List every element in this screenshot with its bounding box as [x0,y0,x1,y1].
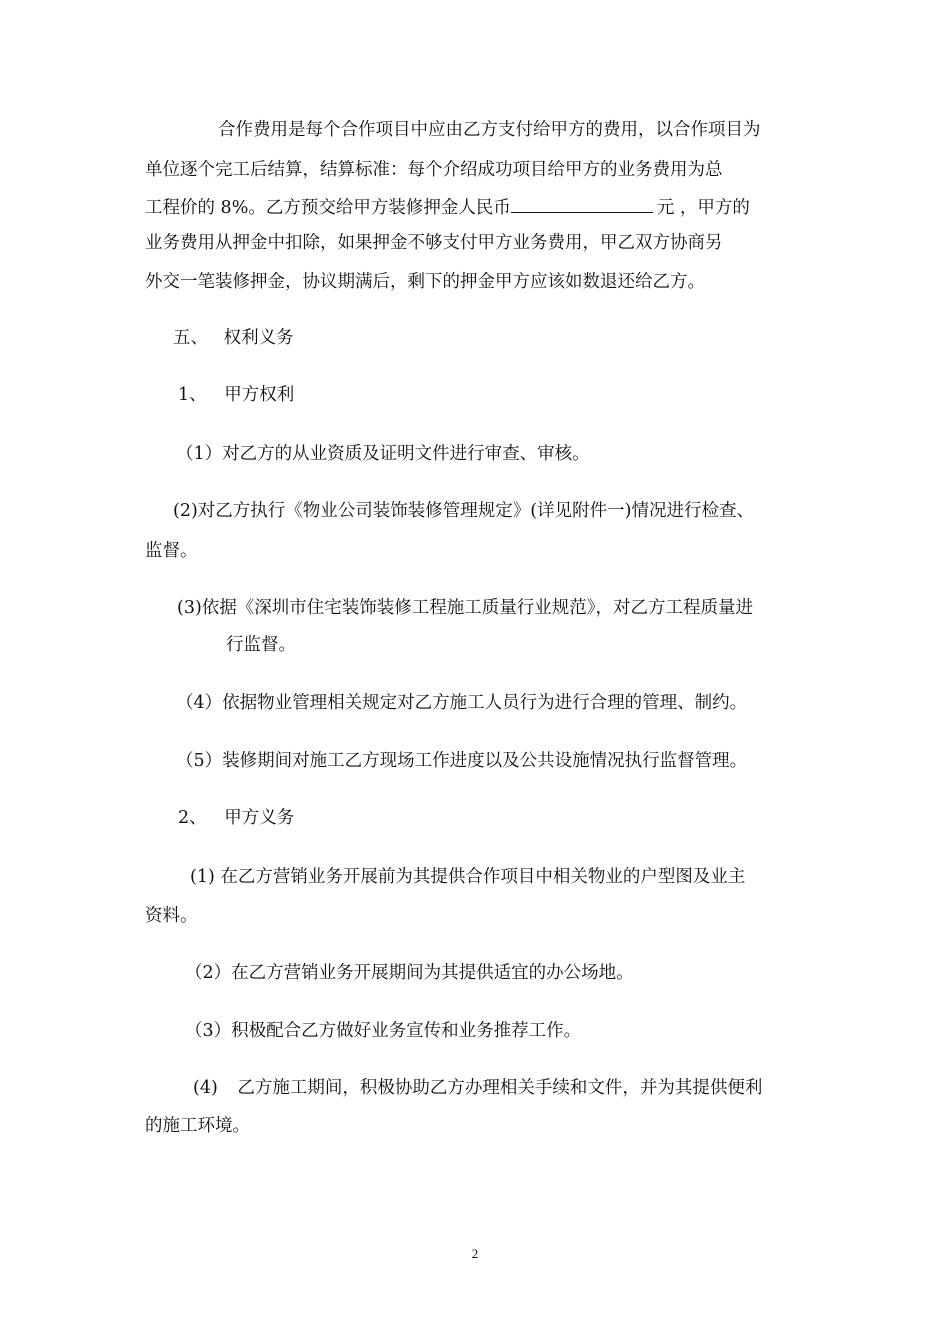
party-a-rights-heading [178,383,294,407]
obligations-item-4-text: 乙方施工期间，积极协助乙方办理相关手续和文件，并为其提供便利 [237,1078,763,1098]
section-5-heading [173,326,294,350]
party-a-rights-number: 1、 [178,385,207,405]
rights-item-3-line-2: 行监督。 [226,635,296,655]
obligations-item-4-number: (4) [193,1078,218,1098]
party-a-obligations-heading [178,806,294,830]
page-number: 2 [471,1246,479,1261]
party-a-obligations-title: 甲方义务 [224,808,295,828]
rights-item-2-line-2: 监督。 [145,541,198,561]
rights-item-4: （4）依据物业管理相关规定对乙方施工人员行为进行合理的管理、制约。 [176,693,748,713]
obligations-item-4-line-2: 的施工环境。 [145,1116,250,1136]
obligations-item-3: （3）积极配合乙方做好业务宣传和业务推荐工作。 [185,1021,582,1041]
obligations-item-2: （2）在乙方营销业务开展期间为其提供适宜的办公场地。 [185,963,634,983]
fee-paragraph-line-1: 合作费用是每个合作项目中应由乙方支付给甲方的费用，以合作项目为 [218,120,761,140]
party-a-obligations-number: 2、 [178,808,207,828]
section-5-title: 权利义务 [223,328,294,348]
obligations-item-1-line-2: 资料。 [145,906,198,926]
fee-paragraph-line-5: 外交一笔装修押金，协议期满后，剩下的押金甲方应该如数退还给乙方。 [145,272,705,292]
fee-paragraph-line-3-text: 工程价的 8%。乙方预交给甲方装修押金人民币 [145,198,511,218]
fee-paragraph-line-3-suffix: 元 ，甲方的 [656,198,750,218]
obligations-item-1-line-1: (1) 在乙方营销业务开展前为其提供合作项目中相关物业的户型图及业主 [190,867,746,887]
rights-item-3-line-1: (3)依据《深圳市住宅装饰装修工程施工质量行业规范》，对乙方工程质量进 [177,598,754,618]
deposit-amount-blank [511,194,653,213]
fee-paragraph-line-2: 单位逐个完工后结算，结算标准：每个介绍成功项目给甲方的业务费用为总 [145,160,723,180]
obligations-item-4-line-1 [193,1076,762,1100]
rights-item-5: （5）装修期间对施工乙方现场工作进度以及公共设施情况执行监督管理。 [176,751,748,771]
rights-item-1: （1）对乙方的从业资质及证明文件进行审查、审核。 [176,444,590,464]
party-a-rights-title: 甲方权利 [224,385,295,405]
section-5-number: 五、 [173,328,208,348]
fee-paragraph-line-3 [145,194,750,220]
rights-item-2-line-1: (2)对乙方执行《物业公司装饰装修管理规定》(详见附件一)情况进行检查、 [173,501,754,521]
fee-paragraph-line-4: 业务费用从押金中扣除，如果押金不够支付甲方业务费用，甲乙双方协商另 [145,233,723,253]
